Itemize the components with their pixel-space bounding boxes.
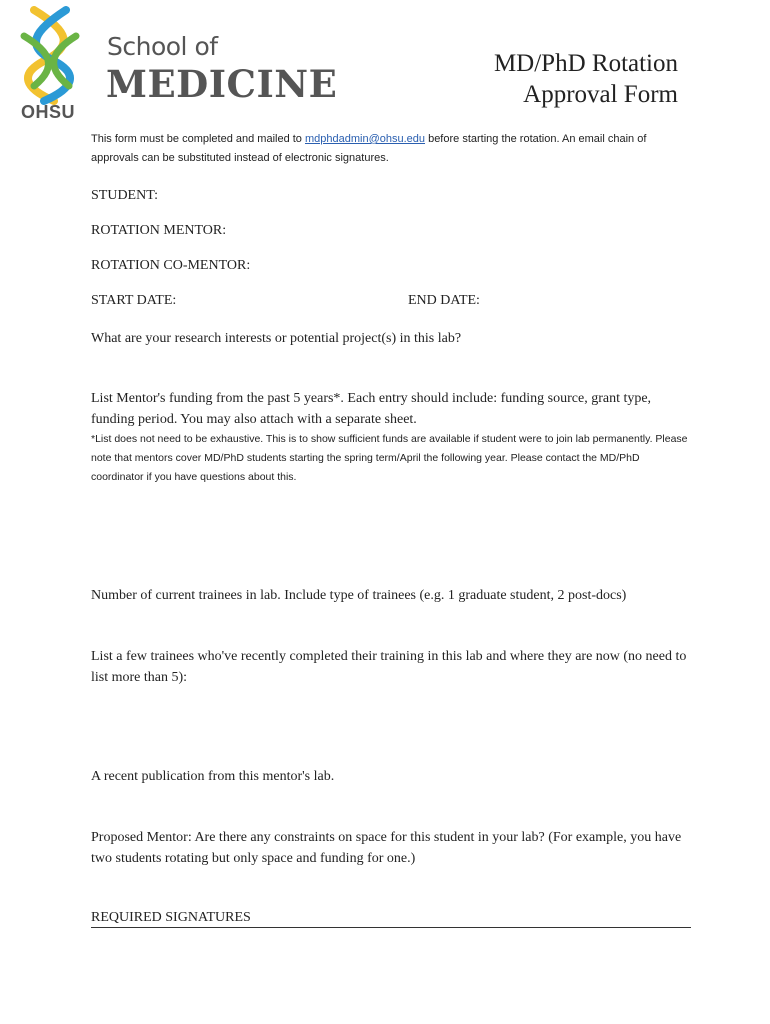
ohsu-school-of-medicine-logo	[14, 6, 338, 126]
medicine-text: MEDICINE	[106, 62, 338, 106]
required-signatures-heading: REQUIRED SIGNATURES	[91, 910, 691, 928]
publication-question: A recent publication from this mentor's lab.	[91, 769, 335, 784]
intro-paragraph	[91, 130, 691, 168]
funding-note: *List does not need to be exhaustive. This is to show sufficient funds are available if student were to join lab permanently. Please note that mentors cover MD/PhD students starting the spring term/April the following year. Please contact the MD/PhD coordinator if you have questions about this.	[91, 433, 688, 483]
ohsu-wordmark: OHSU	[21, 102, 76, 122]
recent-trainees-question: List a few trainees who've recently completed their training in this lab and where they are now (no need to list more than 5):	[91, 649, 687, 685]
intro-text-before: This form must be completed and mailed to	[91, 133, 305, 145]
space-constraints-question: Proposed Mentor: Are there any constraints on space for this student in your lab? (For example, you have two students rotating but only space and funding for one.)	[91, 830, 682, 866]
admin-email-link[interactable]: mdphdadmin@ohsu.edu	[304, 133, 426, 145]
intro-text-after: before starting the rotation. An email chain of approvals can be substituted instead of electronic signatures.	[91, 133, 647, 164]
end-date-field-label: END DATE:	[408, 293, 480, 308]
rotation-mentor-field-label: ROTATION MENTOR:	[91, 223, 227, 238]
funding-question: List Mentor's funding from the past 5 years*. Each entry should include: funding source, grant type, funding period. You may also attach with a separate sheet.	[91, 391, 652, 427]
school-of-text: School of	[107, 32, 218, 61]
start-date-field-label: START DATE:	[91, 293, 177, 308]
helix-logo-icon	[14, 6, 86, 106]
form-title	[494, 48, 678, 110]
trainees-count-question: Number of current trainees in lab. Include type of trainees (e.g. 1 graduate student, 2 post-docs)	[91, 588, 627, 603]
research-interests-question: What are your research interests or potential project(s) in this lab?	[91, 331, 462, 346]
student-field-label: STUDENT:	[91, 188, 158, 203]
rotation-co-mentor-field-label: ROTATION CO-MENTOR:	[91, 258, 251, 273]
form-title-line1: MD/PhD Rotation	[493, 50, 678, 77]
form-title-line2: Approval Form	[523, 81, 678, 108]
